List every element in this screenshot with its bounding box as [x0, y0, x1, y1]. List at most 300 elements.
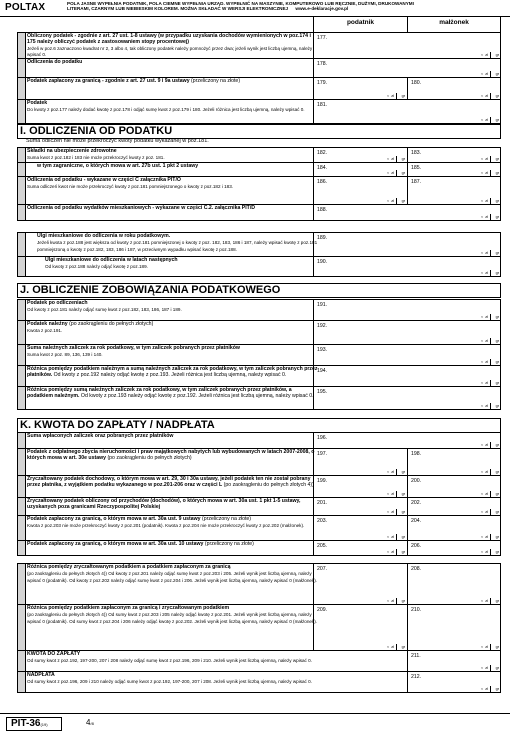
unit-gr: gr — [401, 171, 405, 175]
grosze-divider — [490, 686, 491, 692]
amount-taxpayer[interactable] — [313, 476, 407, 497]
decimal-separator: , — [481, 69, 483, 76]
row-note: (przeliczony na złote) — [203, 541, 254, 547]
amount-taxpayer[interactable] — [313, 78, 407, 99]
page-footer — [0, 713, 510, 733]
row-instruction: Od kwoty z poz.181 należy odjąć sumę kwot z poz.182, 183, 186, 187 i 189. — [27, 306, 182, 312]
row-note: (po zaokrągleniu do pełnych złotych 4)) — [222, 481, 314, 488]
row-instruction: Od sumy kwot z poz.196, 209 i 210 należy odjąć sumę kwot z poz.192, 197-200, 207 i 208. Jeżeli wynik jest liczbą ujemną, należy wpisać 0. — [27, 678, 312, 684]
grosze-divider — [490, 491, 491, 497]
row-177 — [17, 32, 501, 59]
unit-gr: gr — [495, 157, 499, 161]
grosze-divider — [490, 403, 491, 409]
unit-zl: zł — [485, 315, 488, 319]
decimal-separator: , — [387, 507, 389, 514]
row-196 — [17, 432, 501, 449]
amount-taxpayer[interactable] — [313, 148, 407, 162]
row-instruction: Kwota z poz.203 nie może przekroczyć kwoty z poz.201 (podatnik). Kwota z poz.204 nie może przekroczyć kwoty z poz.202 (małżonek). — [27, 522, 305, 528]
unit-zl: zł — [485, 510, 488, 514]
field-number: 207. — [317, 566, 328, 572]
unit-zl: zł — [485, 171, 488, 175]
field-number: 201. — [317, 500, 328, 506]
unit-zl: zł — [391, 94, 394, 98]
decimal-separator: , — [387, 467, 389, 474]
grosze-divider — [396, 156, 397, 162]
grosze-divider — [396, 469, 397, 475]
section-i-title: I. ODLICZENIA OD PODATKU — [17, 124, 501, 139]
amount-field[interactable] — [313, 59, 501, 77]
row-title: Ulgi mieszkaniowe do odliczenia w latach następnych — [45, 257, 178, 263]
form-version: (19) — [40, 722, 48, 727]
instructions-url: www.e-deklaracje.gov.pl — [295, 6, 349, 12]
row-marker — [18, 233, 26, 256]
decimal-separator: , — [387, 642, 389, 649]
amount-spouse[interactable] — [407, 78, 501, 99]
unit-gr: gr — [495, 339, 499, 343]
unit-gr: gr — [401, 94, 405, 98]
row-note: (przeliczony na złote) — [189, 78, 241, 84]
grosze-divider — [490, 314, 491, 320]
amount-taxpayer[interactable] — [313, 541, 407, 555]
unit-gr: gr — [495, 94, 499, 98]
row-label — [27, 206, 319, 212]
row-label — [27, 673, 319, 686]
row-marker — [18, 148, 26, 162]
unit-gr: gr — [495, 315, 499, 319]
row-203 — [17, 516, 501, 541]
amount-spouse[interactable] — [407, 148, 501, 162]
amount-taxpayer[interactable] — [313, 498, 407, 515]
row-label — [27, 322, 319, 335]
unit-zl: zł — [485, 360, 488, 364]
grosze-divider — [490, 156, 491, 162]
row-label — [27, 79, 319, 85]
row-189 — [17, 232, 501, 257]
unit-gr: gr — [495, 470, 499, 474]
decimal-separator: , — [481, 507, 483, 514]
grosze-divider — [490, 170, 491, 176]
field-number: 198. — [411, 451, 422, 457]
row-marker — [18, 476, 26, 497]
amount-field[interactable] — [313, 257, 501, 276]
row-label — [27, 565, 319, 584]
unit-gr: gr — [495, 72, 499, 76]
row-title: Odliczenia od podatku wydatków mieszkaniowych - wykazane w części C.2. załącznika PIT/D — [27, 205, 256, 211]
field-number: 188. — [317, 207, 328, 213]
column-headers — [313, 17, 501, 32]
amount-taxpayer[interactable] — [313, 163, 407, 176]
row-marker — [18, 78, 26, 99]
page-total: /8 — [90, 721, 94, 726]
decimal-separator: , — [481, 50, 483, 57]
row-title: Podatek zapłacony za granicą, o którym mowa w art. 30a ust. 9 ustawy — [27, 516, 201, 522]
field-number: 189. — [317, 235, 328, 241]
field-number: 202. — [411, 500, 422, 506]
decimal-separator: , — [387, 547, 389, 554]
grosze-divider — [490, 198, 491, 204]
row-marker — [18, 672, 26, 692]
field-number: 209. — [317, 607, 328, 613]
grosze-divider — [490, 598, 491, 604]
row-title: Suma należnych zaliczek za rok podatkowy, w tym zaliczek pobranych przez płatników — [27, 345, 240, 351]
decimal-separator: , — [387, 154, 389, 161]
amount-spouse[interactable] — [407, 177, 501, 204]
grosze-divider — [490, 214, 491, 220]
field-number: 180. — [411, 80, 422, 86]
field-number: 192. — [317, 323, 328, 329]
row-marker — [18, 516, 26, 540]
row-marker — [18, 345, 26, 365]
row-179 — [17, 78, 501, 100]
field-number: 204. — [411, 518, 422, 524]
decimal-separator: , — [481, 168, 483, 175]
amount-field[interactable] — [313, 366, 501, 386]
decimal-separator: , — [481, 401, 483, 408]
field-number: 177. — [317, 35, 328, 41]
amount-total[interactable] — [407, 651, 501, 671]
row-marker — [18, 59, 26, 77]
amount-spouse[interactable] — [407, 498, 501, 515]
row-193 — [17, 345, 501, 366]
decimal-separator: , — [481, 312, 483, 319]
row-label — [27, 388, 319, 400]
row-instruction: Od kwoty z poz.188 należy odjąć kwotę z poz.189. — [45, 263, 148, 269]
unit-gr: gr — [495, 599, 499, 603]
field-number: 203. — [317, 518, 328, 524]
unit-zl: zł — [485, 215, 488, 219]
field-number: 186. — [317, 179, 328, 185]
amount-total[interactable] — [407, 672, 501, 692]
row-marker — [18, 163, 26, 176]
row-label — [27, 499, 319, 511]
unit-gr: gr — [401, 199, 405, 203]
row-label — [27, 450, 319, 462]
decimal-separator: , — [481, 684, 483, 691]
row-title: Składki na ubezpieczenie zdrowotne — [27, 148, 117, 154]
decimal-separator: , — [481, 196, 483, 203]
unit-gr: gr — [401, 470, 405, 474]
row-title: Odliczenia do podatku — [27, 59, 83, 65]
decimal-separator: , — [481, 268, 483, 275]
row-209 — [17, 605, 501, 651]
row-182 — [17, 147, 501, 163]
field-number: 184. — [317, 165, 328, 171]
amount-taxpayer[interactable] — [313, 177, 407, 204]
row-title: NADPŁATA — [27, 672, 55, 678]
grosze-divider — [490, 509, 491, 515]
section-k-title: K. KWOTA DO ZAPŁATY / NADPŁATA — [17, 418, 501, 433]
form-header — [0, 0, 510, 16]
field-number: 208. — [411, 566, 422, 572]
row-title: w tym zagraniczne, o których mowa w art. 27b ust. 1 pkt 2 ustawy — [37, 163, 199, 169]
row-label — [45, 258, 337, 271]
amount-field[interactable] — [313, 100, 501, 123]
section-i-subtitle: Suma odliczeń nie może przekroczyć kwoty podatku wykazanej w poz.181. — [26, 138, 209, 144]
field-number: 181. — [317, 102, 328, 108]
grosze-divider — [396, 93, 397, 99]
row-label — [27, 149, 319, 162]
row-title: Różnica pomiędzy sumą należnych zaliczek za rok podatkowy, w tym zaliczek pobranych przez płatników, a podatkiem należnym. — [27, 387, 292, 399]
field-number: 187. — [411, 179, 422, 185]
unit-zl: zł — [391, 535, 394, 539]
grosze-divider — [490, 270, 491, 276]
row-title: Podatek należny — [27, 321, 68, 327]
unit-gr: gr — [401, 550, 405, 554]
row-instruction: (po zaokrągleniu do pełnych złotych 4)) Od kwoty z poz.201 należy odjąć sumę kwot z poz.203 i 205. Jeżeli wynik jest liczbą ujemną, należy wpisać 0 (podatnik). Od kwoty z poz.202 należy odjąć sumę kwot z poz.204 i 206. Jeżeli wynik jest liczbą ujemną, należy wpisać 0 (małżonek). — [27, 570, 318, 583]
row-marker — [18, 321, 26, 344]
form-id-box — [6, 717, 62, 731]
row-instruction: Suma odliczeń kwot nie może przekroczyć kwoty z poz.181 pomniejszonego o kwoty z poz.182 i 183. — [27, 183, 234, 189]
row-label — [27, 301, 319, 314]
amount-spouse[interactable] — [407, 163, 501, 176]
row-title: Różnica pomiędzy podatkiem zapłaconym za granicą i zryczałtowanym podatkiem — [27, 605, 230, 611]
field-number: 197. — [317, 451, 328, 457]
row-title: Podatek zapłacony za granicą, o którym mowa w art. 30a ust. 10 ustawy — [27, 541, 204, 547]
unit-zl: zł — [485, 470, 488, 474]
unit-gr: gr — [495, 510, 499, 514]
row-instruction: Do kwoty z poz.177 należy dodać kwotę z poz.178 i odjąć sumę kwot z poz.179 i 180. Jeżeli różnica jest liczbą ujemną, należy wpisać 0. — [27, 106, 305, 112]
grosze-divider — [396, 534, 397, 540]
amount-spouse[interactable] — [407, 564, 501, 604]
row-201 — [17, 498, 501, 516]
row-marker — [18, 387, 26, 409]
row-188 — [17, 205, 501, 221]
section-j-title: J. OBLICZENIE ZOBOWIĄZANIA PODATKOWEGO — [17, 283, 501, 298]
instructions-electronic: MOŻNA SKŁADAĆ W WERSJI ELEKTRONICZNEJ — [180, 6, 289, 12]
column-spouse: małżonek — [407, 17, 501, 32]
unit-gr: gr — [495, 199, 499, 203]
row-199 — [17, 476, 501, 498]
field-number: 210. — [411, 607, 422, 613]
row-instruction: Suma kwot z poz. 89, 136, 139 i 140. — [27, 351, 103, 357]
field-number: 205. — [317, 543, 328, 549]
row-title: Podatek zapłacony za granicą - zgodnie z art. 27 ust. 9 i 9a ustawy — [27, 78, 190, 84]
grosze-divider — [490, 338, 491, 344]
grosze-divider — [490, 469, 491, 475]
decimal-separator: , — [481, 467, 483, 474]
field-number: 206. — [411, 543, 422, 549]
row-178 — [17, 59, 501, 78]
unit-zl: zł — [485, 118, 488, 122]
row-title: Podatek po odliczeniach — [27, 300, 88, 306]
unit-zl: zł — [485, 381, 488, 385]
decimal-separator: , — [481, 547, 483, 554]
amount-field[interactable] — [313, 300, 501, 320]
unit-gr: gr — [495, 271, 499, 275]
field-number: 193. — [317, 347, 328, 353]
row-title: Obliczony podatek - zgodnie z art. 27 ust. 1-8 ustawy (w przypadku uzyskania dochodów wymienionych w poz.174 i 175 należy obliczyć podatek z zastosowaniem stopy procentowej) — [27, 33, 311, 45]
decimal-separator: , — [387, 532, 389, 539]
row-instruction: Jeżeli w poz.6 zaznaczono kwadrat nr 2, 3 albo 4, tak obliczony podatek należy pomnożyć przez dwa; jeżeli wynik jest liczbą ujemną, należy wpisać 0. — [27, 45, 313, 58]
unit-zl: zł — [485, 492, 488, 496]
amount-taxpayer[interactable] — [313, 605, 407, 650]
amount-field[interactable] — [313, 205, 501, 220]
unit-gr: gr — [495, 251, 499, 255]
row-190 — [17, 257, 501, 277]
row-186 — [17, 177, 501, 205]
field-number: 195. — [317, 389, 328, 395]
field-number: 183. — [411, 150, 422, 156]
amount-field[interactable] — [313, 433, 501, 448]
field-number: 182. — [317, 150, 328, 156]
grosze-divider — [396, 170, 397, 176]
decimal-separator: , — [481, 378, 483, 385]
amount-taxpayer[interactable] — [313, 516, 407, 540]
row-marker — [18, 449, 26, 475]
amount-spouse[interactable] — [407, 516, 501, 540]
row-label — [27, 606, 319, 625]
grosze-divider — [490, 442, 491, 448]
unit-gr: gr — [401, 645, 405, 649]
decimal-separator: , — [387, 168, 389, 175]
decimal-separator: , — [481, 440, 483, 447]
row-label — [27, 517, 319, 530]
row-207 — [17, 563, 501, 605]
unit-gr: gr — [401, 510, 405, 514]
unit-zl: zł — [485, 339, 488, 343]
field-number: 211. — [411, 653, 421, 659]
grosze-divider — [396, 644, 397, 650]
instructions-ink: LITERAMI, CZARNYM LUB NIEBIESKIM KOLOREM. — [67, 6, 180, 12]
grosze-divider — [490, 93, 491, 99]
unit-zl: zł — [485, 53, 488, 57]
unit-zl: zł — [485, 271, 488, 275]
row-marker — [18, 100, 26, 123]
unit-zl: zł — [485, 599, 488, 603]
row-title: Podatek z odpłatnego zbycia nieruchomości i praw majątkowych nabytych lub wybudowanych w latach 2007-2008, o których mowa w art. 30e ustawy — [27, 449, 315, 461]
row-instruction: Suma kwot z poz.182 i 183 nie może przekroczyć kwoty z poz. 181. — [27, 154, 165, 160]
row-title: Różnica pomiędzy podatkiem należnym a sumą należnych zaliczek za rok podatkowy, w tym zaliczek pobranych przez płatników. — [27, 366, 318, 378]
amount-spouse[interactable] — [407, 449, 501, 475]
amount-field[interactable] — [313, 387, 501, 409]
field-number: 185. — [411, 165, 422, 171]
row-note: (przeliczony na złote) — [200, 516, 252, 522]
decimal-separator: , — [481, 154, 483, 161]
row-205 — [17, 541, 501, 556]
decimal-separator: , — [481, 115, 483, 122]
row-marker — [18, 257, 26, 276]
row-note: Od kwoty z poz.192 należy odjąć kwotę z poz.193. Jeżeli różnica jest liczbą ujemną, należy wpisać 0. — [52, 371, 287, 378]
decimal-separator: , — [481, 489, 483, 496]
row-title: Suma wpłaconych zaliczek oraz pobranych przez płatników — [27, 433, 174, 439]
unit-gr: gr — [495, 443, 499, 447]
field-number: 190. — [317, 259, 328, 265]
unit-gr: gr — [495, 666, 499, 670]
row-184 — [17, 163, 501, 177]
amount-field[interactable] — [313, 33, 501, 58]
unit-zl: zł — [485, 550, 488, 554]
unit-zl: zł — [391, 470, 394, 474]
row-label — [27, 652, 319, 665]
decimal-separator: , — [387, 596, 389, 603]
row-195 — [17, 387, 501, 410]
decimal-separator: , — [481, 532, 483, 539]
unit-zl: zł — [391, 199, 394, 203]
row-marker — [18, 33, 26, 58]
row-note: (po zaokrągleniu do pełnych złotych) — [67, 321, 154, 327]
row-marker — [18, 498, 26, 515]
row-label — [27, 346, 319, 359]
grosze-divider — [490, 71, 491, 77]
amount-field[interactable] — [313, 233, 501, 256]
decimal-separator: , — [387, 196, 389, 203]
decimal-separator: , — [387, 91, 389, 98]
unit-gr: gr — [401, 157, 405, 161]
amount-spouse[interactable] — [407, 605, 501, 650]
row-instruction: Jeżeli kwota z poz.188 jest większa od kwoty z poz.181 pomniejszonej o kwoty z poz. 182, 183, 186 i 187, należy wpisać kwotę z poz.181 pomniejszoną o kwoty z poz.182, 183, 186 i 187, w przeciwnym wypadku wpisać kwotę z poz.188. — [37, 239, 318, 252]
amount-spouse[interactable] — [407, 541, 501, 555]
unit-zl: zł — [391, 510, 394, 514]
unit-gr: gr — [495, 645, 499, 649]
unit-zl: zł — [485, 645, 488, 649]
grosze-divider — [396, 549, 397, 555]
instructions-line-2 — [67, 6, 507, 11]
unit-zl: zł — [485, 404, 488, 408]
row-note: (po zaokrągleniu do pełnych złotych) — [106, 454, 192, 461]
brand-logo: POLTAX — [5, 2, 46, 13]
row-label — [27, 178, 319, 191]
decimal-separator: , — [481, 596, 483, 603]
field-number: 178. — [317, 61, 328, 67]
instructions-line-1: POLA JASNE WYPEŁNIA PODATNIK, POLA CIEMNE WYPEŁNIA URZĄD. WYPEŁNIĆ NA MASZYNIE, KOMPUTEROWO LUB RĘCZNIE, DUŻYMI, DRUKOWANYMI — [67, 1, 414, 6]
row-212 — [17, 672, 501, 693]
unit-zl: zł — [485, 72, 488, 76]
amount-taxpayer[interactable] — [313, 564, 407, 604]
unit-gr: gr — [495, 550, 499, 554]
row-title: KWOTA DO ZAPŁATY — [27, 651, 81, 657]
decimal-separator: , — [387, 489, 389, 496]
page-number — [86, 718, 94, 727]
grosze-divider — [490, 380, 491, 386]
unit-zl: zł — [485, 94, 488, 98]
row-marker — [18, 564, 26, 604]
amount-taxpayer[interactable] — [313, 449, 407, 475]
grosze-divider — [490, 359, 491, 365]
unit-zl: zł — [485, 251, 488, 255]
grosze-divider — [490, 644, 491, 650]
row-title: Podatek — [27, 100, 48, 106]
field-number: 212. — [411, 674, 422, 680]
grosze-divider — [396, 509, 397, 515]
unit-gr: gr — [495, 492, 499, 496]
row-marker — [18, 300, 26, 320]
row-label — [27, 101, 319, 114]
unit-zl: zł — [485, 443, 488, 447]
amount-field[interactable] — [313, 345, 501, 365]
row-instruction: Kwota z poz.191. — [27, 327, 63, 333]
unit-gr: gr — [495, 53, 499, 57]
grosze-divider — [396, 198, 397, 204]
grosze-divider — [490, 117, 491, 123]
row-note: Od kwoty z poz.193 należy odjąć kwotę z poz.192. Jeżeli różnica jest liczbą ujemną, należy wpisać 0. — [79, 392, 314, 399]
unit-zl: zł — [391, 171, 394, 175]
row-label — [27, 477, 319, 489]
unit-gr: gr — [495, 171, 499, 175]
grosze-divider — [490, 534, 491, 540]
decimal-separator: , — [481, 336, 483, 343]
grosze-divider — [490, 665, 491, 671]
unit-gr: gr — [401, 492, 405, 496]
row-title: Odliczenia od podatku - wykazane w części C załącznika PIT/O — [27, 177, 181, 183]
row-191 — [17, 299, 501, 321]
grosze-divider — [490, 250, 491, 256]
grosze-divider — [396, 491, 397, 497]
amount-field[interactable] — [313, 321, 501, 344]
row-marker — [18, 205, 26, 220]
amount-spouse[interactable] — [407, 476, 501, 497]
row-instruction: (po zaokrągleniu do pełnych złotych 4)) Od sumy kwot z poz.203 i 205 należy odjąć kwotę z poz.201. Jeżeli wynik jest liczbą ujemną, należy wpisać 0 (podatnik). Od sumy kwot z poz.204 i 206 należy odjąć kwotę z poz.202. Jeżeli wynik jest liczbą ujemną, należy wpisać 0 (małżonek). — [27, 611, 318, 624]
row-marker — [18, 177, 26, 204]
